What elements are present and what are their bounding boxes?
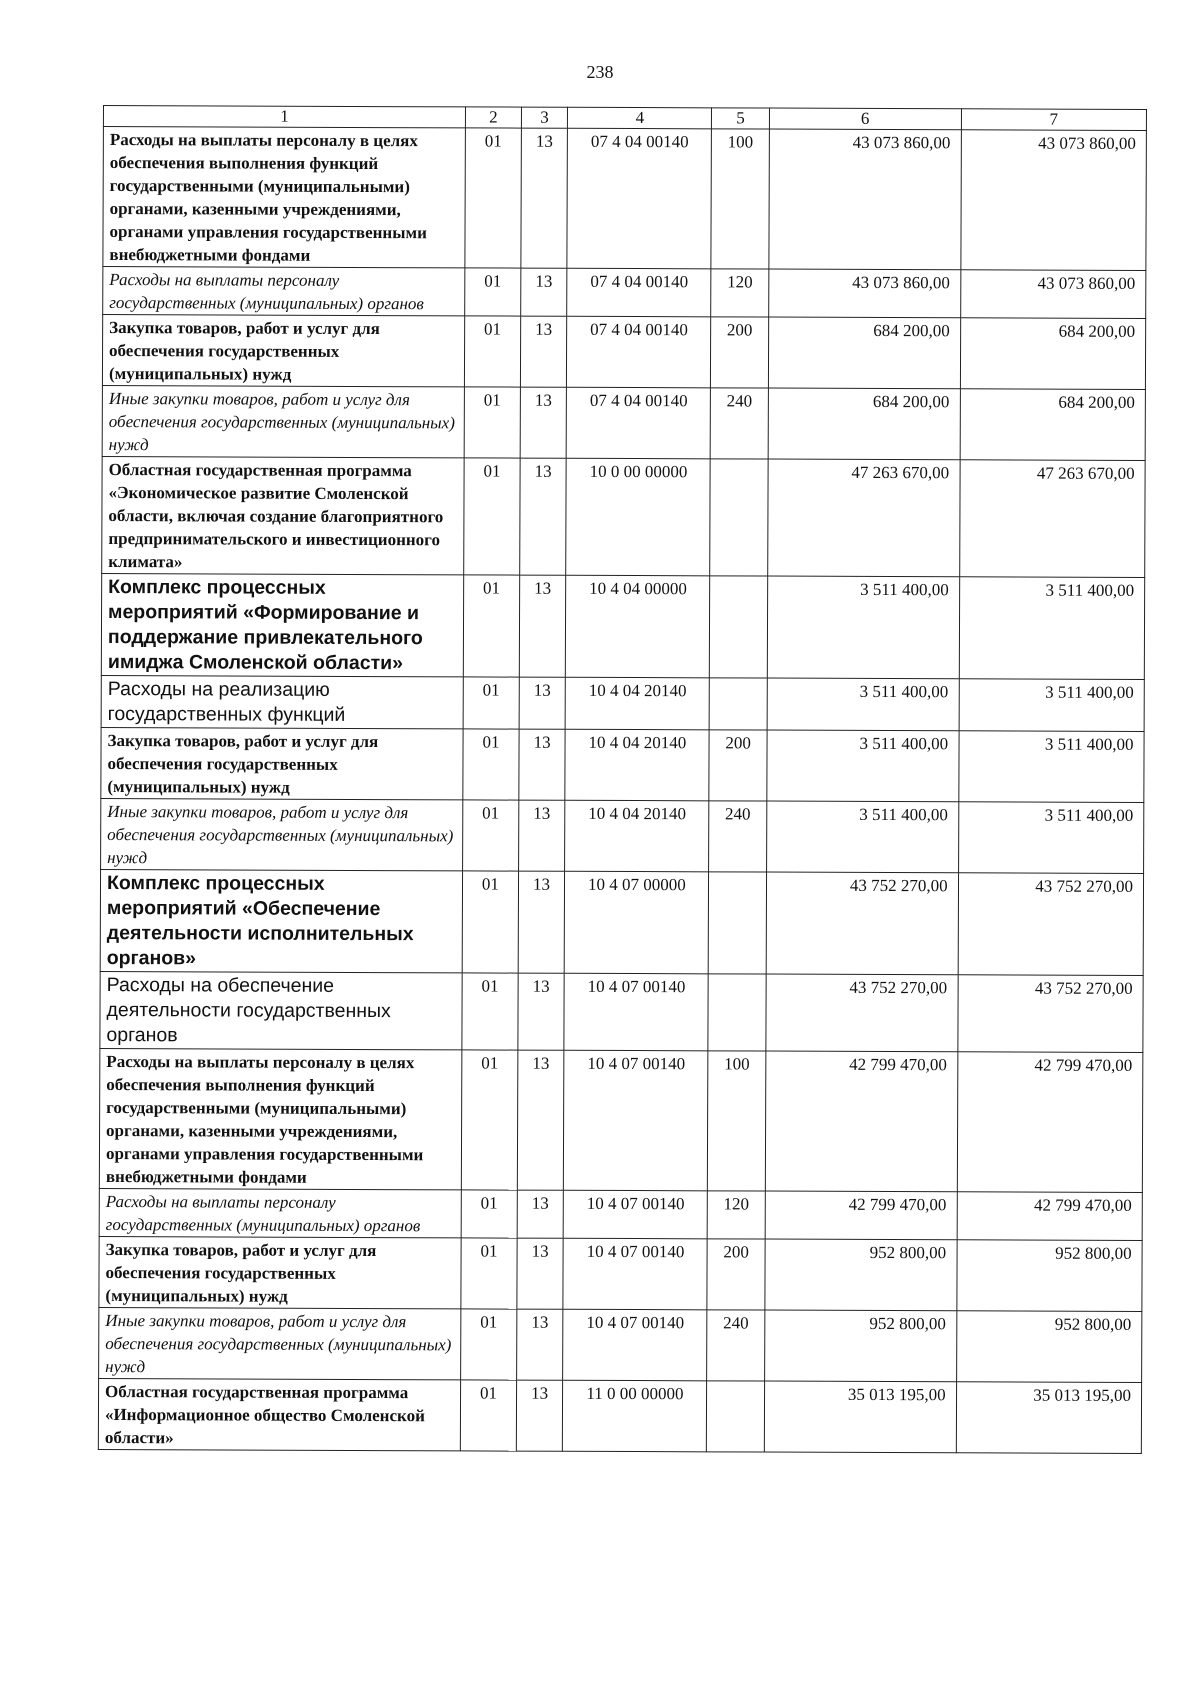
- header-cell-1: 1: [103, 106, 465, 128]
- table-row: [100, 971, 1143, 1052]
- expense-name-cell: Иные закупки товаров, работ и услуг для обеспечения государственных (муниципальных) нужд: [99, 1307, 461, 1379]
- section-code-cell: 01: [464, 387, 520, 458]
- amount-col6-cell: 43 073 860,00: [769, 269, 961, 318]
- expense-name-cell: Расходы на выплаты персоналу государственных (муниципальных) органов: [103, 267, 465, 316]
- amount-col7-cell: 35 013 195,00: [956, 1382, 1142, 1454]
- expense-type-cell: 200: [711, 317, 769, 388]
- header-cell-4: 4: [568, 107, 712, 129]
- amount-col7-cell: 952 800,00: [956, 1311, 1142, 1383]
- target-article-cell: 11 0 00 00000: [563, 1380, 707, 1452]
- subsection-code-cell: 13: [520, 387, 567, 458]
- subsection-code-cell: 13: [520, 316, 567, 387]
- expense-type-cell: 120: [707, 1191, 765, 1239]
- section-code-cell: 01: [463, 677, 519, 729]
- subsection-code-cell: 13: [520, 268, 567, 316]
- section-code-cell: 01: [461, 1238, 517, 1309]
- amount-col7-cell: 47 263 670,00: [959, 460, 1145, 578]
- subsection-code-cell: 13: [517, 1190, 564, 1238]
- table-row: [98, 1378, 1141, 1453]
- section-code-cell: 01: [461, 1380, 517, 1451]
- amount-col7-cell: 3 511 400,00: [958, 731, 1144, 803]
- subsection-code-cell: 13: [518, 871, 565, 973]
- subsection-code-cell: 13: [520, 128, 567, 268]
- header-cell-2: 2: [466, 107, 521, 128]
- expense-name-cell: Областная государственная программа «Информационное общество Смоленской области»: [98, 1378, 460, 1450]
- amount-col7-cell: 43 752 270,00: [957, 975, 1143, 1053]
- table-row: [102, 456, 1145, 577]
- amount-col6-cell: 3 511 400,00: [767, 576, 959, 679]
- expense-type-cell: 240: [709, 801, 767, 872]
- expense-type-cell: [709, 678, 767, 730]
- target-article-cell: 07 4 04 00140: [567, 268, 711, 317]
- budget-table-wrapper: [98, 105, 1147, 1454]
- subsection-code-cell: 13: [516, 1238, 563, 1309]
- expense-name-cell: Закупка товаров, работ и услуг для обеспечения государственных (муниципальных) нужд: [101, 727, 463, 799]
- amount-col6-cell: 43 752 270,00: [766, 872, 958, 975]
- expense-name-cell: Расходы на реализацию государственных функций: [101, 675, 463, 728]
- expense-type-cell: [710, 459, 768, 576]
- section-code-cell: 01: [461, 1309, 517, 1380]
- expense-type-cell: 240: [707, 1310, 765, 1381]
- table-row: [103, 267, 1146, 319]
- budget-table: [98, 105, 1147, 1454]
- expense-type-cell: [708, 872, 766, 974]
- target-article-cell: 10 4 07 00140: [563, 1309, 707, 1381]
- amount-col6-cell: 43 752 270,00: [766, 974, 958, 1052]
- header-cell-3: 3: [521, 107, 568, 128]
- expense-type-cell: 100: [708, 1051, 766, 1191]
- amount-col6-cell: 3 511 400,00: [767, 730, 959, 802]
- section-code-cell: 01: [463, 729, 519, 800]
- target-article-cell: 07 4 04 00140: [567, 387, 711, 459]
- target-article-cell: 10 4 07 00140: [563, 1238, 707, 1310]
- section-code-cell: 01: [461, 1190, 517, 1238]
- amount-col7-cell: 684 200,00: [960, 318, 1146, 390]
- expense-type-cell: 200: [709, 730, 767, 801]
- table-row: [101, 727, 1144, 802]
- expense-type-cell: [708, 974, 766, 1051]
- target-article-cell: 10 4 04 20140: [566, 677, 710, 730]
- table-row: [100, 869, 1143, 975]
- expense-type-cell: 240: [710, 388, 768, 459]
- amount-col6-cell: 47 263 670,00: [768, 459, 960, 577]
- table-row: [99, 1048, 1143, 1192]
- subsection-code-cell: 13: [516, 1309, 563, 1380]
- amount-col7-cell: 684 200,00: [960, 389, 1146, 461]
- table-row: [101, 675, 1144, 731]
- page-number: 238: [586, 62, 614, 82]
- amount-col7-cell: 43 073 860,00: [960, 130, 1146, 271]
- table-row: [99, 1307, 1142, 1382]
- section-code-cell: 01: [464, 458, 520, 575]
- amount-col7-cell: 43 073 860,00: [960, 270, 1146, 319]
- amount-col6-cell: 684 200,00: [768, 388, 960, 460]
- subsection-code-cell: 13: [518, 800, 565, 871]
- expense-name-cell: Расходы на обеспечение деятельности государственных органов: [100, 971, 463, 1049]
- expense-name-cell: Расходы на выплаты персоналу государственных (муниципальных) органов: [99, 1188, 461, 1237]
- expense-name-cell: Иные закупки товаров, работ и услуг для обеспечения государственных (муниципальных) нужд: [101, 798, 463, 870]
- header-cell-6: 6: [769, 108, 961, 130]
- target-article-cell: 10 4 07 00140: [564, 973, 708, 1051]
- subsection-code-cell: 13: [519, 575, 566, 677]
- subsection-code-cell: 13: [517, 973, 564, 1050]
- section-code-cell: 01: [465, 128, 521, 268]
- target-article-cell: 07 4 04 00140: [567, 128, 711, 269]
- section-code-cell: 01: [465, 268, 521, 316]
- target-article-cell: 10 4 07 00140: [564, 1190, 708, 1239]
- amount-col6-cell: 42 799 470,00: [765, 1051, 957, 1192]
- amount-col7-cell: 3 511 400,00: [958, 802, 1144, 874]
- section-code-cell: 01: [463, 800, 519, 871]
- target-article-cell: 07 4 04 00140: [567, 316, 711, 388]
- expense-name-cell: Иные закупки товаров, работ и услуг для обеспечения государственных (муниципальных) нужд: [102, 385, 464, 457]
- target-article-cell: 10 0 00 00000: [566, 458, 710, 576]
- subsection-code-cell: 13: [519, 458, 566, 575]
- header-cell-5: 5: [712, 108, 770, 129]
- target-article-cell: 10 4 04 00000: [566, 575, 710, 678]
- subsection-code-cell: 13: [516, 1380, 563, 1451]
- amount-col7-cell: 42 799 470,00: [957, 1192, 1143, 1241]
- expense-name-cell: Расходы на выплаты персоналу в целях обеспечения выполнения функций государственными (муниципальными) органами, казенными учреждениями, органами управления государственными внебюджетными фондами: [99, 1048, 462, 1189]
- amount-col7-cell: 3 511 400,00: [959, 577, 1145, 680]
- amount-col7-cell: 43 752 270,00: [958, 873, 1144, 976]
- amount-col7-cell: 952 800,00: [956, 1240, 1142, 1312]
- expense-type-cell: 100: [711, 129, 769, 269]
- expense-name-cell: Областная государственная программа «Экономическое развитие Смоленской области, включая создание благоприятного предпринимательского и инвестиционного климата»: [102, 456, 465, 574]
- expense-name-cell: Комплекс процессных мероприятий «Обеспечение деятельности исполнительных органов»: [100, 869, 463, 972]
- table-row: [101, 573, 1144, 679]
- expense-type-cell: 120: [711, 269, 769, 317]
- section-code-cell: 01: [464, 575, 520, 677]
- expense-type-cell: [707, 1381, 765, 1452]
- expense-name-cell: Расходы на выплаты персоналу в целях обеспечения выполнения функций государственными (муниципальными) органами, казенными учреждениями, органами управления государственными внебюджетными фондами: [103, 127, 466, 268]
- amount-col6-cell: 42 799 470,00: [765, 1191, 957, 1240]
- target-article-cell: 10 4 04 20140: [565, 800, 709, 872]
- section-code-cell: 01: [462, 1050, 518, 1190]
- amount-col6-cell: 35 013 195,00: [764, 1381, 956, 1453]
- amount-col6-cell: 3 511 400,00: [766, 801, 958, 873]
- table-row: [99, 1188, 1142, 1240]
- target-article-cell: 10 4 07 00000: [565, 871, 709, 974]
- subsection-code-cell: 13: [517, 1050, 564, 1190]
- table-row: [102, 385, 1145, 460]
- section-code-cell: 01: [462, 871, 518, 973]
- amount-col6-cell: 3 511 400,00: [767, 678, 959, 731]
- subsection-code-cell: 13: [518, 729, 565, 800]
- target-article-cell: 10 4 07 00140: [564, 1050, 708, 1191]
- amount-col7-cell: 42 799 470,00: [957, 1052, 1143, 1193]
- table-row: [102, 315, 1145, 390]
- target-article-cell: 10 4 04 20140: [565, 729, 709, 801]
- expense-name-cell: Закупка товаров, работ и услуг для обеспечения государственных (муниципальных) нужд: [102, 315, 464, 387]
- expense-type-cell: [710, 576, 768, 678]
- header-cell-7: 7: [961, 109, 1147, 131]
- table-row: [103, 127, 1147, 271]
- section-code-cell: 01: [465, 316, 521, 387]
- table-row: [101, 798, 1144, 873]
- amount-col6-cell: 952 800,00: [764, 1310, 956, 1382]
- amount-col6-cell: 952 800,00: [765, 1239, 957, 1311]
- subsection-code-cell: 13: [519, 677, 566, 729]
- expense-name-cell: Закупка товаров, работ и услуг для обеспечения государственных (муниципальных) нужд: [99, 1236, 461, 1308]
- section-code-cell: 01: [462, 973, 518, 1050]
- amount-col6-cell: 43 073 860,00: [769, 129, 961, 270]
- table-body: [98, 106, 1146, 1454]
- amount-col6-cell: 684 200,00: [768, 317, 960, 389]
- expense-name-cell: Комплекс процессных мероприятий «Формирование и поддержание привлекательного имиджа Смоленской области»: [101, 573, 464, 676]
- amount-col7-cell: 3 511 400,00: [959, 679, 1145, 732]
- expense-type-cell: 200: [707, 1239, 765, 1310]
- table-row: [99, 1236, 1142, 1311]
